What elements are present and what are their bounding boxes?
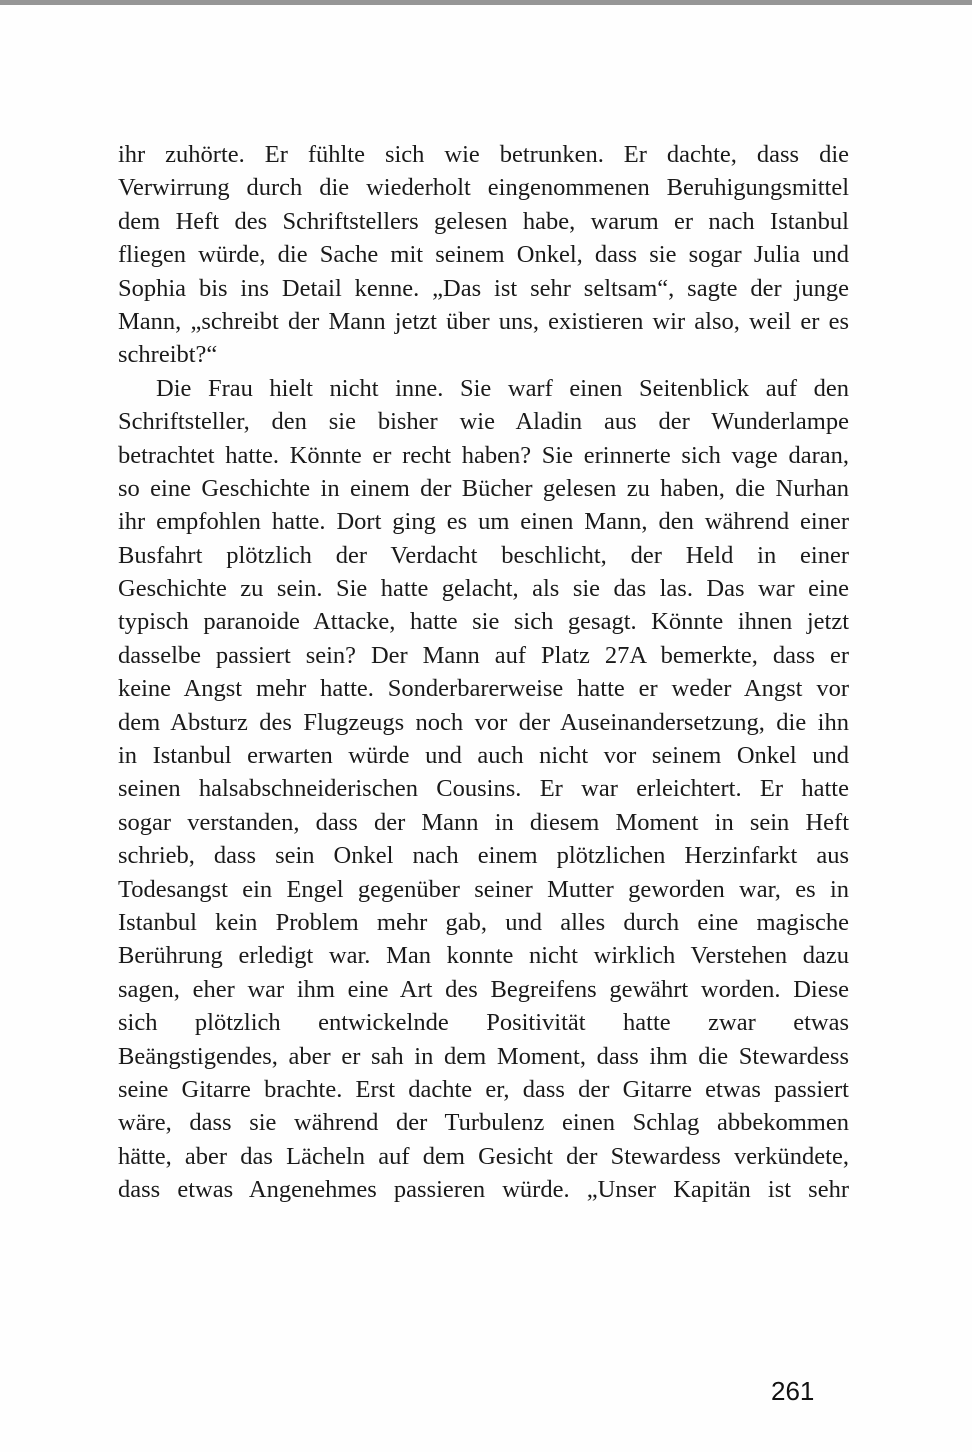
text-line: ihr empfohlen hatte. Dort ging es um einen Mann, den während einer: [118, 508, 849, 536]
text-line: Sophia bis ins Detail kenne. „Das ist sehr seltsam“, sagte der junge: [118, 274, 849, 302]
text-line: schrieb, dass sein Onkel nach einem plötzlichen Herzinfarkt aus: [118, 842, 849, 870]
text-line: so eine Geschichte in einem der Bücher gelesen zu haben, die Nurhan: [118, 474, 849, 502]
text-line: seine Gitarre brachte. Erst dachte er, dass der Gitarre etwas passiert: [118, 1075, 849, 1103]
text-line: dass etwas Angenehmes passieren würde. „Unser Kapitän ist sehr: [118, 1176, 849, 1204]
text-line: dem Heft des Schriftstellers gelesen habe, warum er nach Istanbul: [118, 207, 849, 235]
text-line: sagen, eher war ihm eine Art des Begreifens gewährt worden. Diese: [118, 975, 849, 1003]
body-text: [118, 138, 849, 1207]
text-line: Berührung erledigt war. Man konnte nicht wirklich Verstehen dazu: [118, 942, 849, 970]
text-line: Istanbul kein Problem mehr gab, und alles durch eine magische: [118, 908, 849, 936]
paragraph-2: [118, 372, 849, 1207]
text-line: dem Absturz des Flugzeugs noch vor der Auseinandersetzung, die ihn: [118, 708, 849, 736]
text-line: hätte, aber das Lächeln auf dem Gesicht der Stewardess verkündete,: [118, 1142, 849, 1170]
text-line: Todesangst ein Engel gegenüber seiner Mutter geworden war, es in: [118, 875, 849, 903]
text-line: betrachtet hatte. Könnte er recht haben? Sie erinnerte sich vage daran,: [118, 441, 849, 469]
text-line: dasselbe passiert sein? Der Mann auf Platz 27A bemerkte, dass er: [118, 641, 849, 669]
text-line: fliegen würde, die Sache mit seinem Onkel, dass sie sogar Julia und: [118, 241, 849, 269]
text-line: sogar verstanden, dass der Mann in diesem Moment in sein Heft: [118, 808, 849, 836]
text-line: wäre, dass sie während der Turbulenz einen Schlag abbekommen: [118, 1109, 849, 1137]
page-number: 261: [771, 1376, 815, 1406]
top-border-bar: [0, 0, 972, 5]
text-line: keine Angst mehr hatte. Sonderbarerweise hatte er weder Angst vor: [118, 675, 849, 703]
text-line: sich plötzlich entwickelnde Positivität hatte zwar etwas: [118, 1009, 849, 1037]
text-line: Beängstigendes, aber er sah in dem Moment, dass ihm die Stewardess: [118, 1042, 849, 1070]
text-line: Verwirrung durch die wiederholt eingenommenen Beruhigungsmittel: [118, 174, 849, 202]
text-line: Busfahrt plötzlich der Verdacht beschlicht, der Held in einer: [118, 541, 849, 569]
paragraph-1: [118, 138, 849, 372]
text-line: Mann, „schreibt der Mann jetzt über uns, existieren wir also, weil er es: [118, 307, 849, 335]
text-line: Geschichte zu sein. Sie hatte gelacht, als sie das las. Das war eine: [118, 575, 849, 603]
text-line: in Istanbul erwarten würde und auch nicht vor seinem Onkel und: [118, 742, 849, 770]
text-line: schreibt?“: [118, 341, 218, 369]
text-line: Schriftsteller, den sie bisher wie Aladin aus der Wunderlampe: [118, 408, 849, 436]
text-line: typisch paranoide Attacke, hatte sie sich gesagt. Könnte ihnen jetzt: [118, 608, 849, 636]
text-line: seinen halsabschneiderischen Cousins. Er war erleichtert. Er hatte: [118, 775, 849, 803]
text-line: Die Frau hielt nicht inne. Sie warf einen Seitenblick auf den: [156, 374, 849, 402]
text-line: ihr zuhörte. Er fühlte sich wie betrunken. Er dachte, dass die: [118, 141, 849, 168]
